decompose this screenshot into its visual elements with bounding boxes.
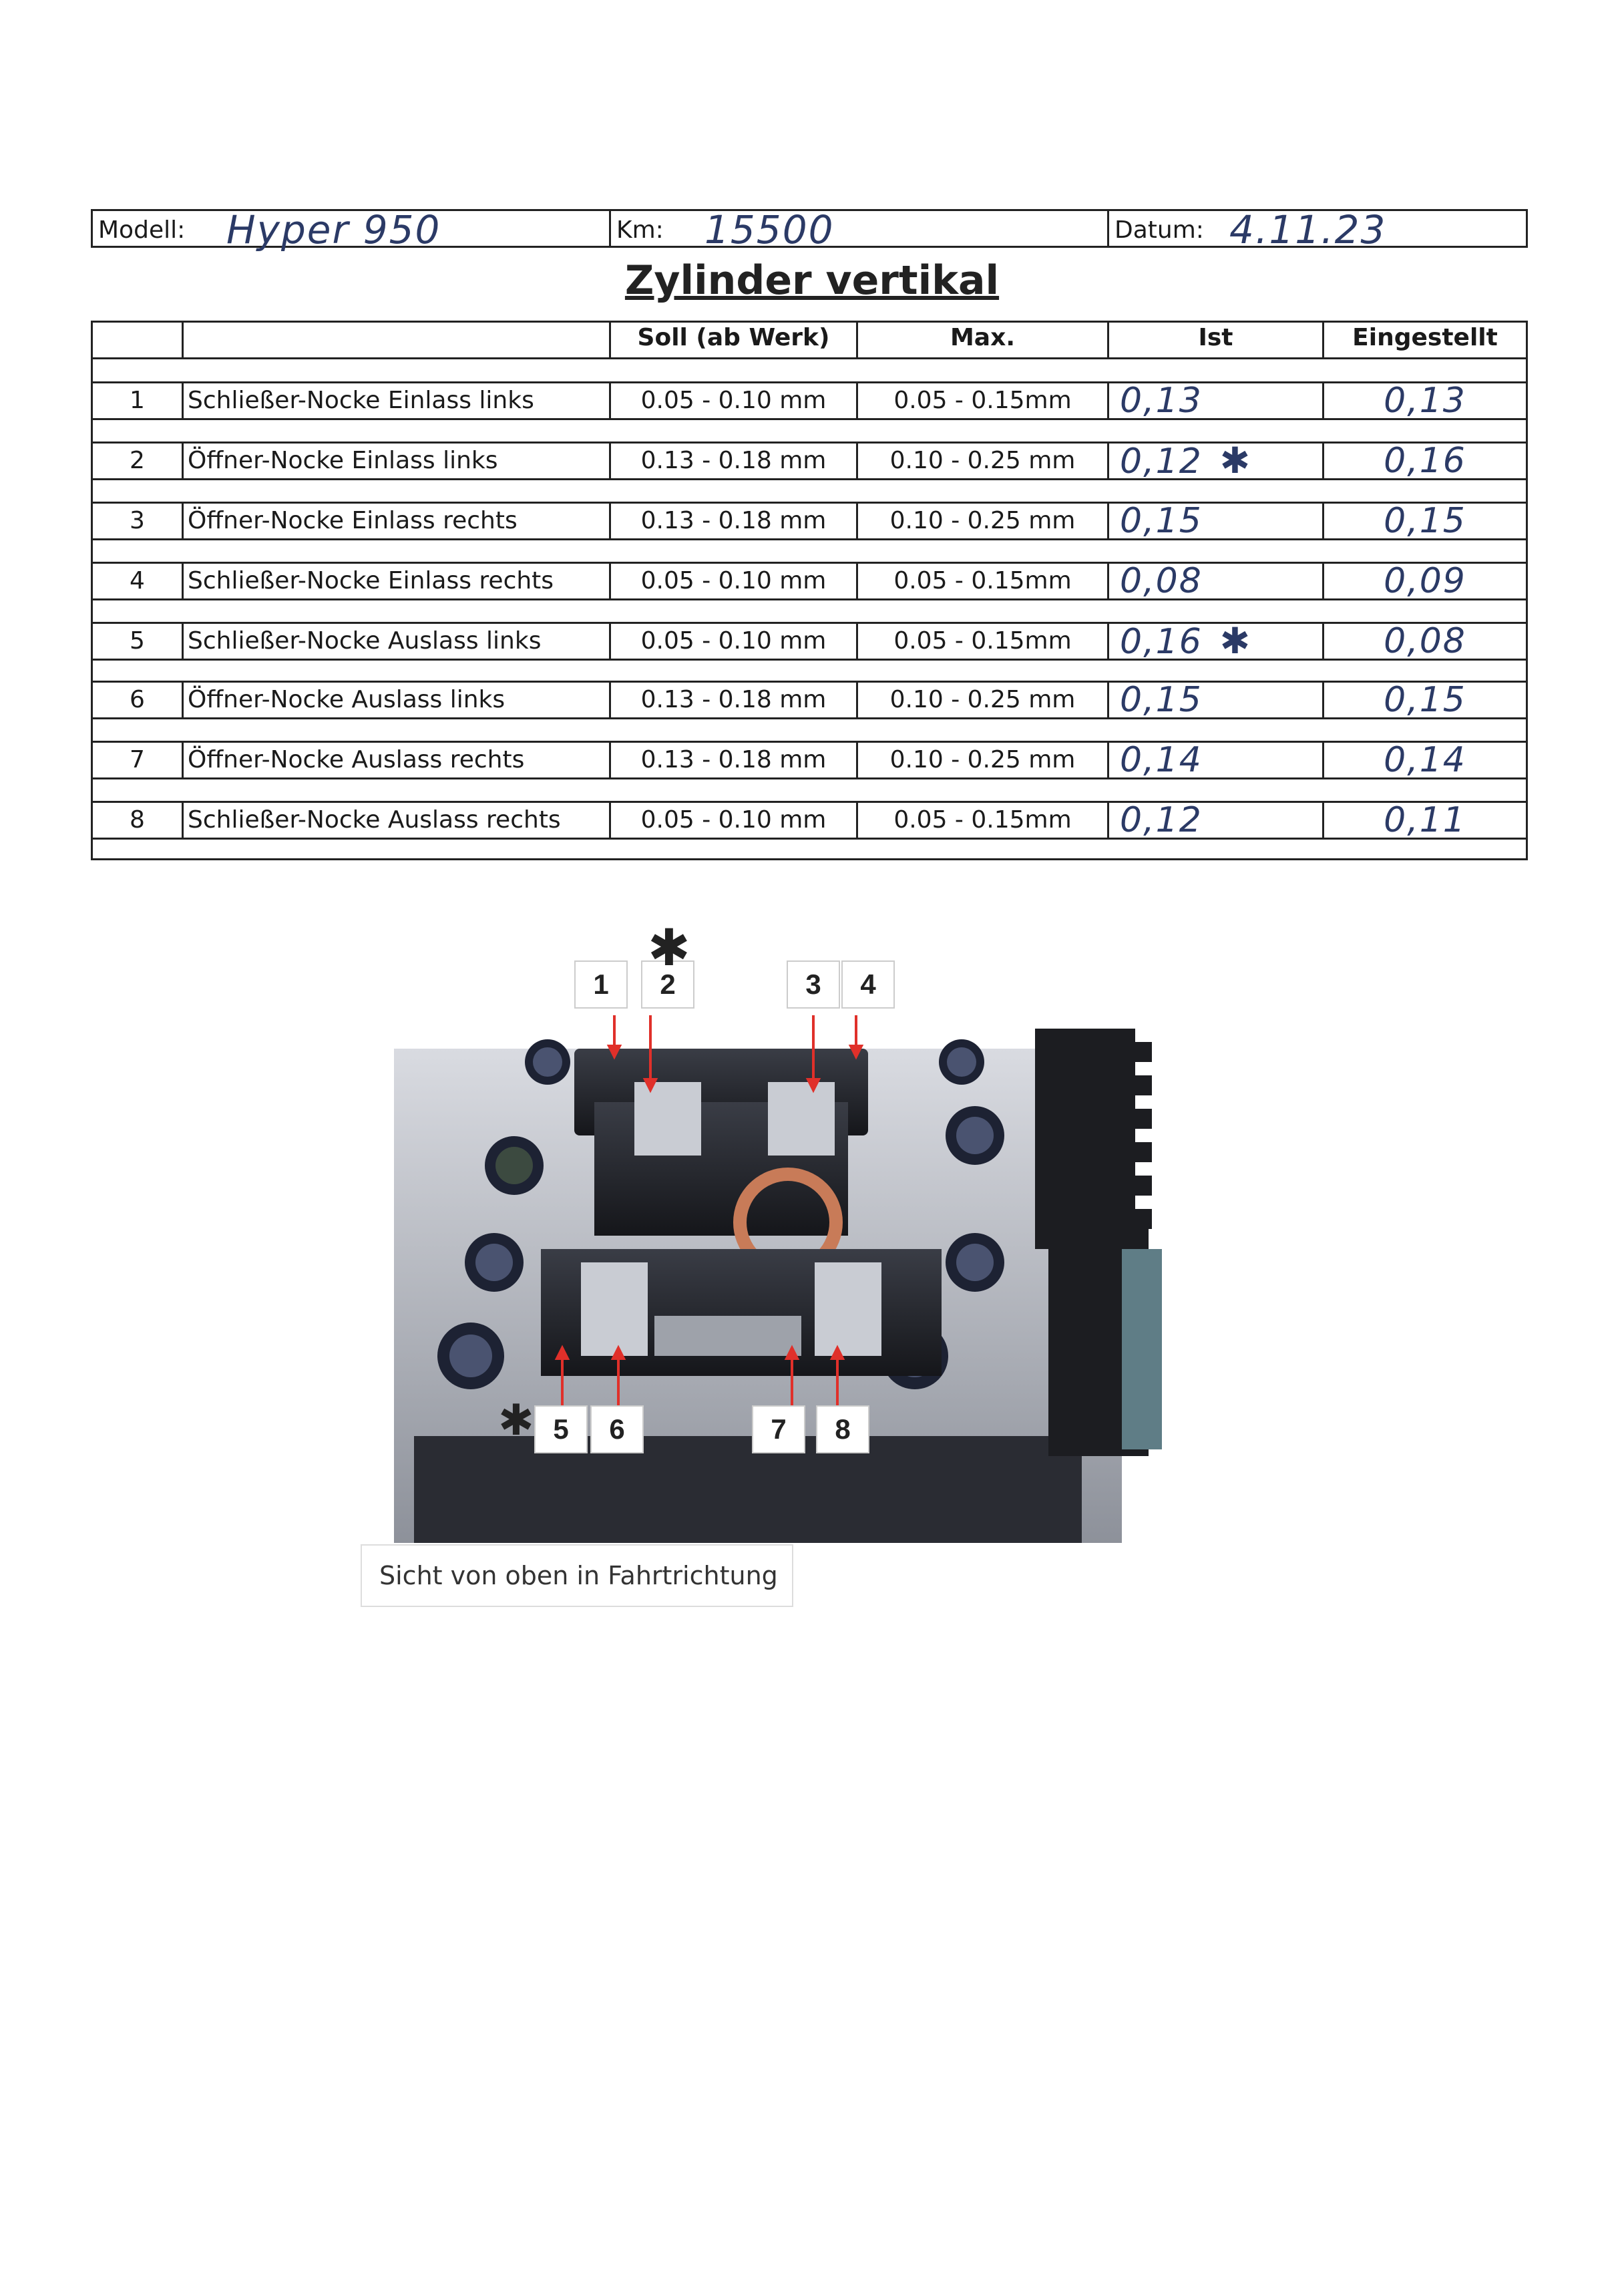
lower-housing: [414, 1436, 1082, 1543]
col-header-max: Max.: [858, 321, 1109, 357]
table-header-row: [93, 321, 1526, 359]
soll-value: 0.13 - 0.18 mm: [611, 743, 858, 777]
row-number: 2: [93, 444, 184, 478]
soll-value: 0.13 - 0.18 mm: [611, 504, 858, 538]
ist-value: [1109, 381, 1324, 421]
cam-name: Öffner-Nocke Auslass rechts: [184, 743, 611, 777]
eingestellt-value: [1324, 740, 1526, 780]
rocker-arm-3: [581, 1262, 648, 1356]
table-row: [93, 801, 1526, 840]
eingestellt-value: [1324, 680, 1526, 720]
label-1: 1: [574, 960, 628, 1009]
max-value: 0.05 - 0.15mm: [858, 624, 1109, 659]
clearance-table: [91, 321, 1528, 860]
eingestellt-handwritten: 0,11: [1384, 800, 1466, 840]
soll-value: 0.05 - 0.10 mm: [611, 803, 858, 838]
eingestellt-value: [1324, 381, 1526, 421]
ist-handwritten: 0,12: [1120, 442, 1203, 482]
label-8: 8: [816, 1405, 869, 1453]
cam-name: Schließer-Nocke Auslass links: [184, 624, 611, 659]
ist-handwritten: 0,08: [1120, 561, 1203, 601]
modell-label: Modell:: [98, 216, 186, 244]
row-number: 3: [93, 504, 184, 538]
eingestellt-handwritten: 0,09: [1384, 561, 1466, 601]
col-header-ist: Ist: [1109, 321, 1324, 357]
km-value: 15500: [704, 207, 835, 252]
max-value: 0.10 - 0.25 mm: [858, 444, 1109, 478]
label-5: 5: [534, 1405, 588, 1453]
ist-value: [1109, 439, 1324, 482]
cam-name: Öffner-Nocke Einlass rechts: [184, 504, 611, 538]
km-cell: [611, 207, 1109, 252]
col-header-soll: Soll (ab Werk): [611, 321, 858, 357]
page-title: Zylinder vertikal: [624, 257, 1000, 304]
table-row: [93, 502, 1526, 540]
eingestellt-handwritten: 0,14: [1384, 740, 1466, 780]
col-header-name: [184, 321, 611, 357]
soll-value: 0.05 - 0.10 mm: [611, 624, 858, 659]
eingestellt-value: [1324, 441, 1526, 481]
star-mark-5: ✱: [498, 1396, 534, 1445]
max-value: 0.10 - 0.25 mm: [858, 504, 1109, 538]
cam-name: Schließer-Nocke Einlass rechts: [184, 564, 611, 598]
eingestellt-value: [1324, 800, 1526, 840]
rocker-arm-1: [634, 1082, 701, 1156]
eingestellt-handwritten: 0,16: [1384, 441, 1466, 481]
table-row: [93, 741, 1526, 779]
table-row: [93, 681, 1526, 719]
row-number: 1: [93, 383, 184, 418]
eingestellt-value: [1324, 501, 1526, 541]
row-number: 8: [93, 803, 184, 838]
cam-name: Öffner-Nocke Auslass links: [184, 683, 611, 717]
max-value: 0.05 - 0.15mm: [858, 803, 1109, 838]
eingestellt-value: [1324, 561, 1526, 601]
km-label: Km:: [616, 216, 664, 244]
camshaft-figure: [374, 918, 1162, 1543]
soll-value: 0.05 - 0.10 mm: [611, 383, 858, 418]
eingestellt-handwritten: 0,15: [1384, 501, 1466, 541]
rocker-arm-2: [768, 1082, 835, 1156]
table-row: [93, 622, 1526, 661]
ist-handwritten: 0,16: [1120, 622, 1203, 662]
upper-gear: [1035, 1029, 1152, 1249]
eingestellt-value: [1324, 621, 1526, 661]
ist-handwritten: 0,12: [1120, 800, 1203, 840]
max-value: 0.05 - 0.15mm: [858, 564, 1109, 598]
row-number: 4: [93, 564, 184, 598]
ist-handwritten: 0,13: [1120, 381, 1203, 421]
ist-value: [1109, 620, 1324, 662]
row-number: 6: [93, 683, 184, 717]
rocker-arm-4: [815, 1262, 881, 1356]
ist-handwritten: 0,14: [1120, 740, 1203, 780]
star-mark: ✱: [1219, 439, 1251, 482]
lower-gear: [1048, 1222, 1162, 1456]
max-value: 0.10 - 0.25 mm: [858, 743, 1109, 777]
datum-label: Datum:: [1114, 216, 1204, 244]
table-row: [93, 439, 1526, 482]
figure-caption: Sicht von oben in Fahrtrichtung: [361, 1544, 793, 1607]
ist-handwritten: 0,15: [1120, 501, 1203, 541]
label-2: 2: [641, 960, 694, 1009]
modell-value: Hyper 950: [226, 207, 441, 252]
soll-value: 0.05 - 0.10 mm: [611, 564, 858, 598]
cam-name: Schließer-Nocke Auslass rechts: [184, 803, 611, 838]
col-header-eingestellt: Eingestellt: [1352, 324, 1498, 351]
header-row: [91, 207, 1528, 252]
table-row: [93, 562, 1526, 600]
ist-value: [1109, 680, 1324, 720]
row-number: 5: [93, 624, 184, 659]
datum-value: 4.11.23: [1229, 207, 1387, 252]
star-mark-2: ✱: [648, 918, 690, 977]
eingestellt-handwritten: 0,13: [1384, 381, 1466, 421]
max-value: 0.10 - 0.25 mm: [858, 683, 1109, 717]
max-value: 0.05 - 0.15mm: [858, 383, 1109, 418]
star-mark: ✱: [1219, 620, 1251, 662]
ist-value: [1109, 501, 1324, 541]
soll-value: 0.13 - 0.18 mm: [611, 444, 858, 478]
cam-name: Öffner-Nocke Einlass links: [184, 444, 611, 478]
label-6: 6: [590, 1405, 644, 1453]
ist-handwritten: 0,15: [1120, 680, 1203, 720]
label-3: 3: [787, 960, 840, 1009]
ist-value: [1109, 740, 1324, 780]
eingestellt-handwritten: 0,08: [1384, 621, 1466, 661]
center-bridge: [654, 1316, 801, 1356]
ist-value: [1109, 561, 1324, 601]
row-number: 7: [93, 743, 184, 777]
modell-cell: [93, 207, 611, 252]
cam-name: Schließer-Nocke Einlass links: [184, 383, 611, 418]
soll-value: 0.13 - 0.18 mm: [611, 683, 858, 717]
datum-cell: [1109, 207, 1526, 252]
eingestellt-handwritten: 0,15: [1384, 680, 1466, 720]
label-7: 7: [752, 1405, 805, 1453]
col-header-nr: [93, 321, 184, 357]
ist-value: [1109, 800, 1324, 840]
label-4: 4: [841, 960, 895, 1009]
table-row: [93, 381, 1526, 420]
